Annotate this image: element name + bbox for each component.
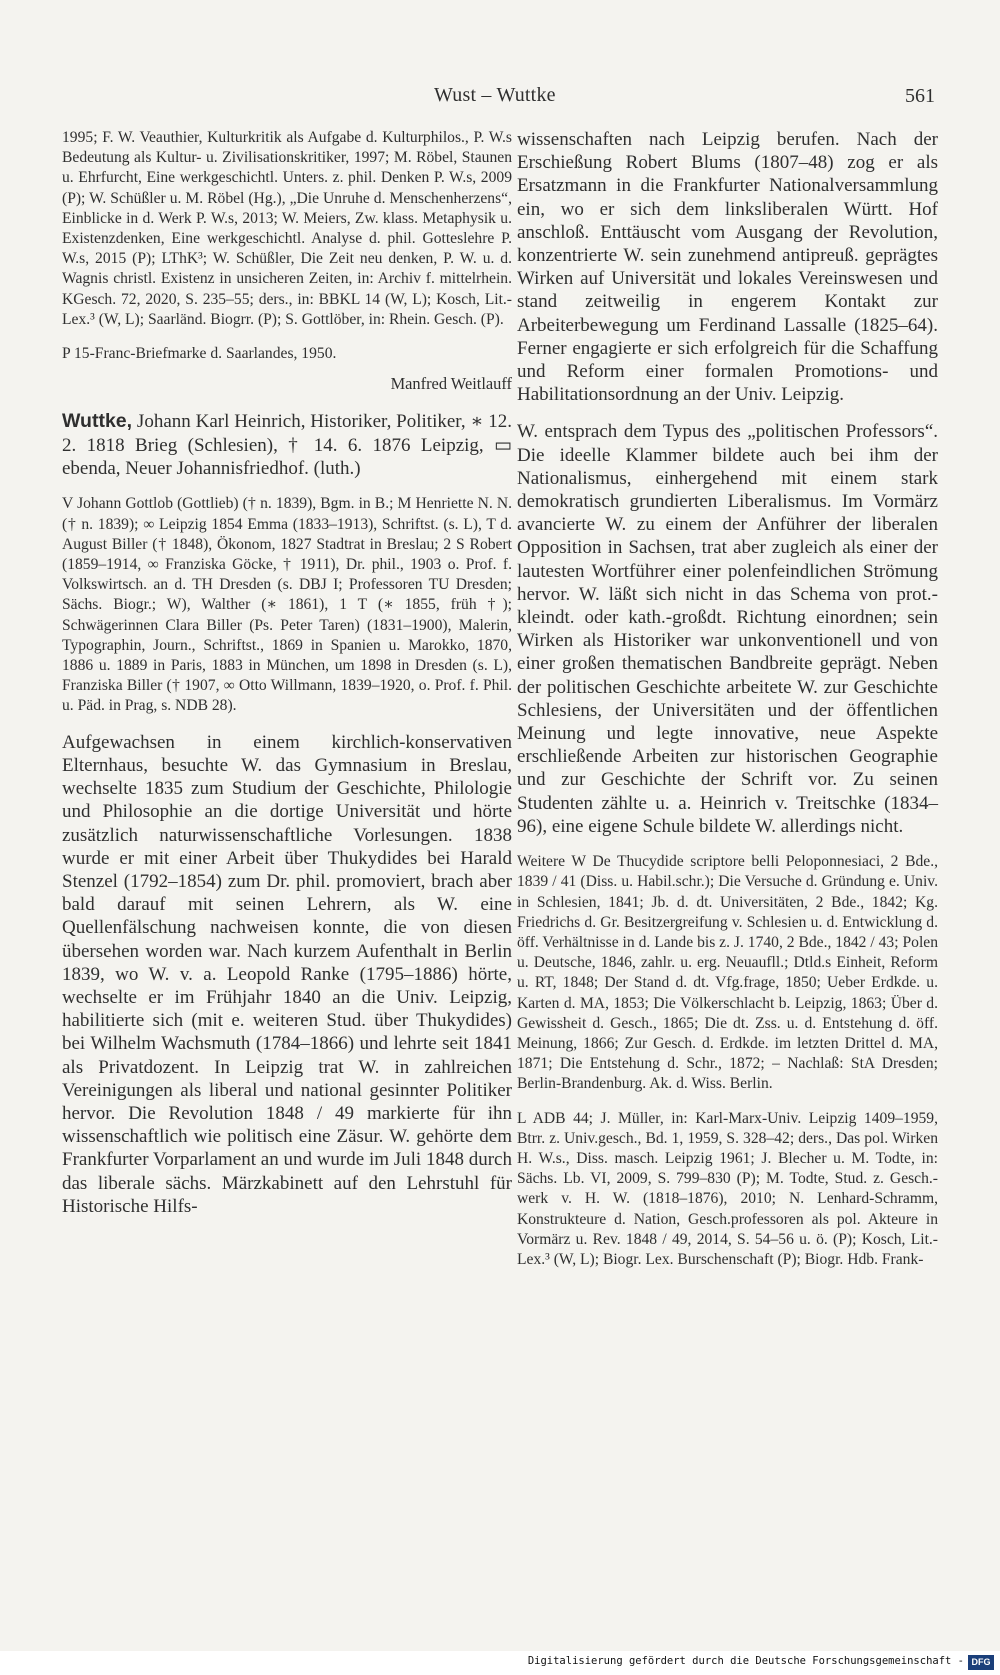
entry-name: Wuttke, <box>62 410 133 433</box>
dfg-logo: DFG <box>968 1655 994 1670</box>
genealogy-paragraph: V Johann Gottlob (Gottlieb) († n. 1839), Bgm. in B.; M Henriette N. N. († n. 1839); ∞ Leipzig 1854 Emma (1833–1913), Schriftst. (s. L), T d. August Biller († 1848), Ökonom, 1827 Stadtrat in Breslau; 2 S Robert (1859–1914, ∞ Franziska Göcke, † 1911), Dr. phil., 1903 o. Prof. f. Volkswirtsch. an d. TH Dresden (s. DBJ I; Professoren TU Dresden; Sächs. Biogr.; W), Walther (∗ 1861), 1 T (∗ 1855, früh †); Schwägerinnen Clara Biller (Ps. Peter Taren) (1831–1900), Malerin, Typographin, Journ., Schriftst., 1869 in Spanien u. Marokko, 1870, 1886 u. 1889 in Paris, 1883 in München, um 1898 in Dresden (s. L), Franziska Biller († 1907, ∞ Otto Willmann, 1839–1920, o. Prof. f. Phil. u. Päd. in Prag, s. NDB 28). <box>62 495 512 715</box>
portrait-note: P 15-Franc-Briefmarke d. Saarlandes, 1950. <box>62 345 337 363</box>
right-column <box>517 128 938 1270</box>
literature-list: L ADB 44; J. Müller, in: Karl-Marx-Univ. Leipzig 1409–1959, Btrr. z. Univ.gesch., Bd. 1, 1959, S. 328–42; ders., Das pol. Wirken H. W.s., Diss. masch. Leipzig 1961; J. Blecher u. M. Todte, in: Sächs. Lb. VI, 2009, S. 799–830 (P); M. Todte, Stud. z. Gesch.-werk v. H. W. (1818–1876), 2010; N. Lenhard-Schramm, Konstrukteure d. Nation, Gesch.professoren als pol. Akteure in Vormärz u. Rev. 1848 / 49, 2014, S. 54–56 u. ö. (P); Kosch, Lit.-Lex.³ (W, L); Biogr. Lex. Burschenschaft (P); Biogr. Hdb. Frank- <box>517 1109 938 1268</box>
works-list: Weitere W De Thucydide scriptore belli Peloponnesiaci, 2 Bde., 1839 / 41 (Diss. u. Habil.schr.); Die Versuche d. Gründung e. Univ. in Schlesien, 1841; Jb. d. dt. Universitäten, 2 Bde., 1842; Kg. Friedrichs d. Gr. Besitzergreifung v. Schlesien u. d. Entwicklung d. öff. Verhältnisse in d. Lande bis z. J. 1740, 2 Bde., 1842 / 43; Polen u. Deutsche, 1846, zahlr. u. erg. Neuaufll.; Dtld.s Einheit, Reform u. RT, 1848; Der Stand d. dt. Vfg.frage, 1850; Ueber Erdkde. u. Karten d. MA, 1853; Die Völkerschlacht b. Leipzig, 1863; Über d. Gewissheit d. Gesch., 1865; Die dt. Zss. u. d. Entstehung d. öff. Meinung, 1866; Zur Gesch. d. Erdkde. im letzten Drittel d. MA, 1871; Die Entstehung d. Schr., 1872; – Nachlaß: StA Dresden; Berlin-Brandenburg. Ak. d. Wiss. Berlin. <box>517 853 938 1093</box>
entry-heading-details: Johann Karl Heinrich, Historiker, Politiker, ∗ 12. 2. 1818 Brieg (Schlesien), † 14. 6. 1876 Leipzig, ▭ ebenda, Neuer Johannisfriedhof. (luth.) <box>62 411 512 480</box>
page-header <box>0 84 1000 110</box>
digitization-note: Digitalisierung gefördert durch die Deutsche Forschungsgemeinschaft - <box>527 1655 964 1667</box>
running-title: Wust – Wuttke <box>434 84 556 106</box>
biography-paragraph-2: wissenschaften nach Leipzig berufen. Nach der Erschießung Robert Blums (1807–48) zog er als Ersatzmann in die Frankfurter Nationalversammlung ein, wo er sich dem linksliberalen Württ. Hof anschloß. Enttäuscht vom Ausgang der Revolution, konzentrierte W. sein zunehmend antipreuß. geprägtes Wirken auf Universität und lokales Vereinswesen und stand zeitweilig in engerem Kontakt zur Arbeiterbewegung um Ferdinand Lassalle (1825–64). Ferner engagierte er sich erfolgreich für die Schaffung und Reform einer formalen Promotions- und Habilitationsordnung an der Univ. Leipzig. <box>517 129 938 406</box>
page-number: 561 <box>905 85 935 107</box>
author-signature: Manfred Weitlauff <box>390 374 512 394</box>
biography-paragraph-3: W. entsprach dem Typus des „politischen Professors“. Die ideelle Klammer bildete auch bei ihm der Nationalismus, einhergehend mit einem stark demokratisch grundierten Liberalismus. Im Vormärz avancierte W. zu einem der Anführer der liberalen Opposition in Sachsen, trat aber zugleich als einer der lautesten Wortführer einer polenfeindlichen Strömung hervor. W. läßt sich nicht in das Schema von prot.-kleindt. oder kath.-großdt. Richtung einordnen; sein Wirken als Historiker war unkonventionell und von einer großen thematischen Bandbreite geprägt. Neben der politischen Geschichte arbeitete W. zur Geschichte Schlesiens, der Universitäten und der öffentlichen Meinung und legte innovative, neue Aspekte erschließende Arbeiten zur historischen Geographie und zur Geschichte der Schrift vor. Zu seinen Studenten zählte u. a. Heinrich v. Treitschke (1834–96), eine eigene Schule bildete W. allerdings nicht. <box>517 421 938 837</box>
entry-heading <box>62 410 512 480</box>
left-column <box>62 128 512 1218</box>
bibliography-continuation: 1995; F. W. Veauthier, Kulturkritik als Aufgabe d. Kulturphilos., P. W.s Bedeutung als Kultur- u. Zivilisationskritiker, 1997; M. Röbel, Staunen u. Ehrfurcht, Eine werkgeschichtl. Unters. z. phil. Denken P. W.s, 2009 (P); W. Schüßler u. M. Röbel (Hg.), „Die Unruhe d. Menschenherzens“, Einblicke in d. Werk P. W.s, 2013; W. Meiers, Zw. klass. Metaphysik u. Existenzdenken, Eine werkgeschichtl. Analyse d. phil. Gotteslehre P. W.s, 2015 (P); LThK³; W. Schüßler, Die Zeit neu denken, P. W. u. d. Wagnis christl. Existenz in unsicheren Zeiten, in: Archiv f. mittelrhein. KGesch. 72, 2020, S. 235–55; ders., in: BBKL 14 (W, L); Kosch, Lit.-Lex.³ (W, L); Saarländ. Biogrr. (P); S. Gottlöber, in: Rhein. Gesch. (P). <box>62 129 512 328</box>
digitization-footer <box>0 1651 1000 1675</box>
biography-paragraph-1: Aufgewachsen in einem kirchlich-konservativen Elternhaus, besuchte W. das Gymnasium in Breslau, wechselte 1835 zum Studium der Geschichte, Philologie und Philosophie an die dortige Universität und hörte zusätzlich naturwissenschaftliche Vorlesungen. 1838 wurde er mit einer Arbeit über Thukydides bei Harald Stenzel (1792–1854) zum Dr. phil. promoviert, brach aber bald darauf mit seinen Lehrern, als W. eine Quellenfälschung nachweisen konnte, die von diesen übersehen worden war. Nach kurzem Aufenthalt in Berlin 1839, wo W. v. a. Leopold Ranke (1795–1886) hörte, wechselte er im Frühjahr 1840 an die Univ. Leipzig, habilitierte sich (mit e. weiteren Stud. über Thukydides) bei Wilhelm Wachsmuth (1784–1866) und lehrte seit 1841 als Privatdozent. In Leipzig trat W. in zahlreichen Vereinigungen als liberal und national gesinnter Politiker hervor. Die Revolution 1848 / 49 markierte für ihn wissenschaftlich wie politisch eine Zäsur. W. gehörte dem Frankfurter Vorparlament an und wurde im Juli 1848 durch das liberale sächs. Märzkabinett auf den Lehrstuhl für Historische Hilfs- <box>62 731 512 1217</box>
